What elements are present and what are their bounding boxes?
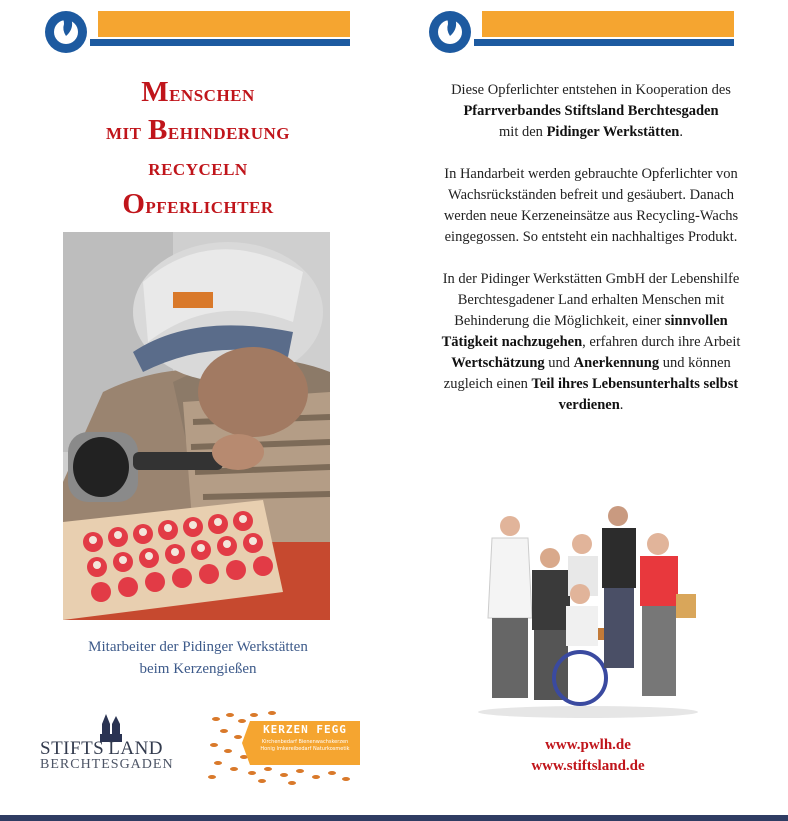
p1-parish: Pfarrverbandes Stiftsland Berchtesgaden: [463, 103, 719, 119]
link-pwlh[interactable]: www.pwlh.de: [545, 737, 631, 753]
headline-line-2: [40, 112, 356, 150]
left-panel: [0, 0, 394, 815]
headline-cap-1: M: [141, 76, 170, 108]
headline-rest-1: enschen: [169, 81, 255, 107]
headline-rest-3: ehinderung: [167, 119, 290, 145]
headline: [40, 74, 356, 224]
kerzen-fegg-subtitle: Kirchenbedarf Bienenwachskerzen Honig Imkereibedarf Naturkosmetik: [260, 739, 350, 752]
headline-rest-5: pferlichter: [145, 193, 274, 219]
paragraph-cooperation: [414, 80, 768, 143]
p3-also: und können zugleich einen: [443, 355, 731, 392]
stiftsland-word-b: LAND: [108, 738, 164, 759]
stiftsland-logo: [40, 712, 180, 772]
p1-workshops: Pidinger Werkstätten: [546, 124, 680, 140]
paragraph-workshop-info: [414, 269, 768, 416]
blue-stripe: [90, 39, 350, 46]
p1-with: mit den: [499, 124, 543, 140]
p3-recognition: Anerkennung: [573, 355, 660, 371]
headline-rest-2: mit: [106, 119, 149, 145]
p1-period: .: [679, 124, 683, 140]
footer-bar: [0, 815, 788, 821]
p3-experience: , erfahren durch ihre Arbeit: [582, 334, 741, 350]
p3-meaningful-work: sinnvollen Tätigkeit nachzugehen: [441, 313, 728, 350]
p3-livelihood: Teil ihres Lebensunterhalts selbst verdienen: [531, 376, 739, 413]
worker-photo-illustration: [63, 232, 330, 620]
orange-stripe-right: [482, 11, 734, 37]
lebenshilfe-logo-bar-right: [424, 8, 734, 56]
paragraph-handwork: In Handarbeit werden gebrauchte Opferlichter von Wachsrückständen befreit und gesäubert. Danach werden neue Kerzeneinsätze aus Recycling-Wachs eingegossen. So entsteht ein nachhaltiges Produkt.: [443, 166, 739, 245]
photo-group-of-workers: [470, 498, 706, 720]
headline-cap-5: O: [122, 188, 146, 220]
orange-stripe: [98, 11, 350, 37]
body-text: [414, 80, 768, 437]
headline-line-3: recyceln: [148, 155, 248, 181]
stiftsland-word-a: STIFTS: [40, 738, 105, 759]
p3-period: .: [619, 397, 624, 413]
p3-appreciation: Wertschätzung: [451, 355, 545, 371]
photo-worker-casting-candles: [63, 232, 330, 620]
berchtesgaden-wordmark: BERCHTESGADEN: [40, 757, 174, 772]
p3-intro: In der Pidinger Werkstätten GmbH der Lebenshilfe Berchtesgadener Land erhalten Menschen mit Behinderung die Möglichkeit, einer: [442, 271, 740, 329]
lebenshilfe-logo-icon: [40, 8, 100, 56]
blue-stripe-right: [474, 39, 734, 46]
headline-line-4: [40, 186, 356, 224]
kerzen-fegg-logo: [206, 711, 366, 787]
caption-line-2: beim Kerzengießen: [139, 661, 257, 677]
p1-intro: Diese Opferlichter entstehen in Kooperation des: [451, 82, 731, 98]
caption-line-1: Mitarbeiter der Pidinger Werkstätten: [88, 639, 308, 655]
p3-and: und: [548, 355, 571, 371]
kerzen-fegg-sign: [250, 721, 360, 765]
lebenshilfe-logo-bar: [40, 8, 350, 56]
website-links: [470, 735, 706, 777]
photo-caption: [40, 636, 356, 680]
link-stiftsland[interactable]: www.stiftsland.de: [531, 758, 645, 774]
headline-line-1: [40, 74, 356, 112]
headline-cap-3: B: [148, 114, 168, 146]
kerzen-fegg-name: KERZEN FEGG: [263, 723, 347, 736]
group-photo-illustration: [470, 498, 706, 720]
lebenshilfe-logo-icon-right: [424, 8, 484, 56]
